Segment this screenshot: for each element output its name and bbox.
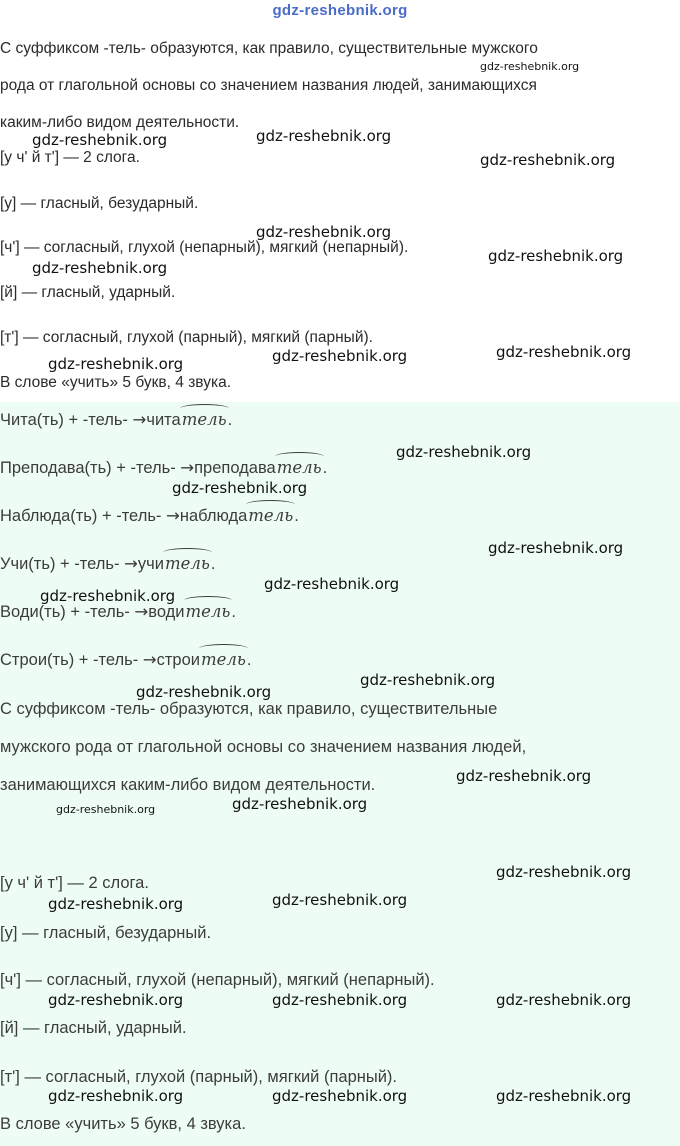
phonetic-ch: [ч'] — согласный, глухой (непарный), мягкий (непарный).: [0, 971, 435, 989]
letter-sound-count: В слове «учить» 5 букв, 4 звука.: [0, 374, 231, 391]
arrow-icon: →: [166, 506, 180, 525]
phonetic-u: [у] — гласный, безударный.: [0, 195, 199, 212]
word-formation-row: Води(ть) + -тель- →водитель.: [0, 602, 236, 621]
watermark: gdz-reshebnik.org: [496, 343, 632, 361]
watermark: gdz-reshebnik.org: [272, 1087, 408, 1105]
arrow-icon: →: [142, 650, 157, 669]
phonetic-t: [т'] — согласный, глухой (парный), мягкий (парный).: [0, 329, 373, 346]
watermark: gdz-reshebnik.org: [488, 539, 624, 557]
word-formation-row: Учи(ть) + -тель- →учитель.: [0, 554, 216, 573]
phonetic-syllables: [у ч' й т'] — 2 слога.: [0, 149, 140, 166]
rule-line-3: каким-либо видом деятельности.: [0, 114, 240, 131]
watermark: gdz-reshebnik.org: [496, 863, 632, 881]
watermark: gdz-reshebnik.org: [32, 131, 168, 149]
arrow-icon: →: [124, 554, 138, 573]
watermark: gdz-reshebnik.org: [496, 1087, 632, 1105]
word-formation-row: Строи(ть) + -тель- →строитель.: [0, 650, 252, 669]
suffix-mark: тель: [276, 458, 322, 477]
rule-line-2: рода от глагольной основы со значением названия людей, занимающихся: [0, 77, 537, 94]
arrow-icon: →: [132, 410, 147, 429]
suffix-mark: тель: [248, 506, 294, 525]
watermark: gdz-reshebnik.org: [272, 347, 408, 365]
word-formation-row: Наблюда(ть) + -тель- →наблюдатель.: [0, 506, 299, 525]
suffix-mark: тель: [181, 410, 227, 429]
watermark: gdz-reshebnik.org: [172, 479, 308, 497]
phonetic-u: [у] — гласный, безударный.: [0, 924, 212, 942]
watermark: gdz-reshebnik.org: [48, 355, 184, 373]
arrow-icon: →: [180, 458, 195, 477]
letter-sound-count: В слове «учить» 5 букв, 4 звука.: [0, 1115, 246, 1133]
watermark: gdz-reshebnik.org: [56, 803, 156, 816]
watermark: gdz-reshebnik.org: [264, 575, 400, 593]
phonetic-i: [й] — гласный, ударный.: [0, 1019, 187, 1037]
arrow-icon: →: [134, 602, 149, 621]
watermark: gdz-reshebnik.org: [48, 895, 184, 913]
watermark: gdz-reshebnik.org: [496, 991, 632, 1009]
watermark: gdz-reshebnik.org: [360, 671, 496, 689]
phonetic-ch: [ч'] — согласный, глухой (непарный), мягкий (непарный).: [0, 239, 409, 256]
watermark: gdz-reshebnik.org: [40, 587, 176, 605]
watermark: gdz-reshebnik.org: [488, 247, 624, 265]
rule-line-1: С суффиксом -тель- образуются, как правило, существительные: [0, 700, 498, 718]
watermark: gdz-reshebnik.org: [232, 795, 368, 813]
suffix-mark: тель: [185, 602, 231, 621]
watermark: gdz-reshebnik.org: [480, 151, 616, 169]
suffix-mark: тель: [164, 554, 210, 573]
site-link[interactable]: gdz-reshebnik.org: [272, 2, 408, 19]
word-formation-row: Чита(ть) + -тель- →читатель.: [0, 410, 233, 429]
watermark: gdz-reshebnik.org: [272, 891, 408, 909]
watermark: gdz-reshebnik.org: [256, 223, 392, 241]
watermark: gdz-reshebnik.org: [272, 991, 408, 1009]
rule-line-1: С суффиксом -тель- образуются, как правило, существительные мужского: [0, 40, 538, 57]
watermark: gdz-reshebnik.org: [48, 991, 184, 1009]
watermark: gdz-reshebnik.org: [256, 127, 392, 145]
rule-line-3: занимающихся каким-либо видом деятельности.: [0, 776, 376, 794]
rule-line-2: мужского рода от глагольной основы со значением названия людей,: [0, 738, 527, 756]
watermark: gdz-reshebnik.org: [396, 443, 532, 461]
suffix-mark: тель: [201, 650, 246, 669]
watermark: gdz-reshebnik.org: [48, 1087, 184, 1105]
watermark: gdz-reshebnik.org: [136, 683, 272, 701]
phonetic-i: [й] — гласный, ударный.: [0, 284, 176, 301]
watermark: gdz-reshebnik.org: [32, 259, 168, 277]
watermark: gdz-reshebnik.org: [456, 767, 592, 785]
phonetic-syllables: [у ч' й т'] — 2 слога.: [0, 874, 149, 892]
phonetic-t: [т'] — согласный, глухой (парный), мягкий (парный).: [0, 1068, 398, 1086]
word-formation-row: Преподава(ть) + -тель- →преподаватель.: [0, 458, 328, 477]
watermark: gdz-reshebnik.org: [480, 60, 580, 73]
